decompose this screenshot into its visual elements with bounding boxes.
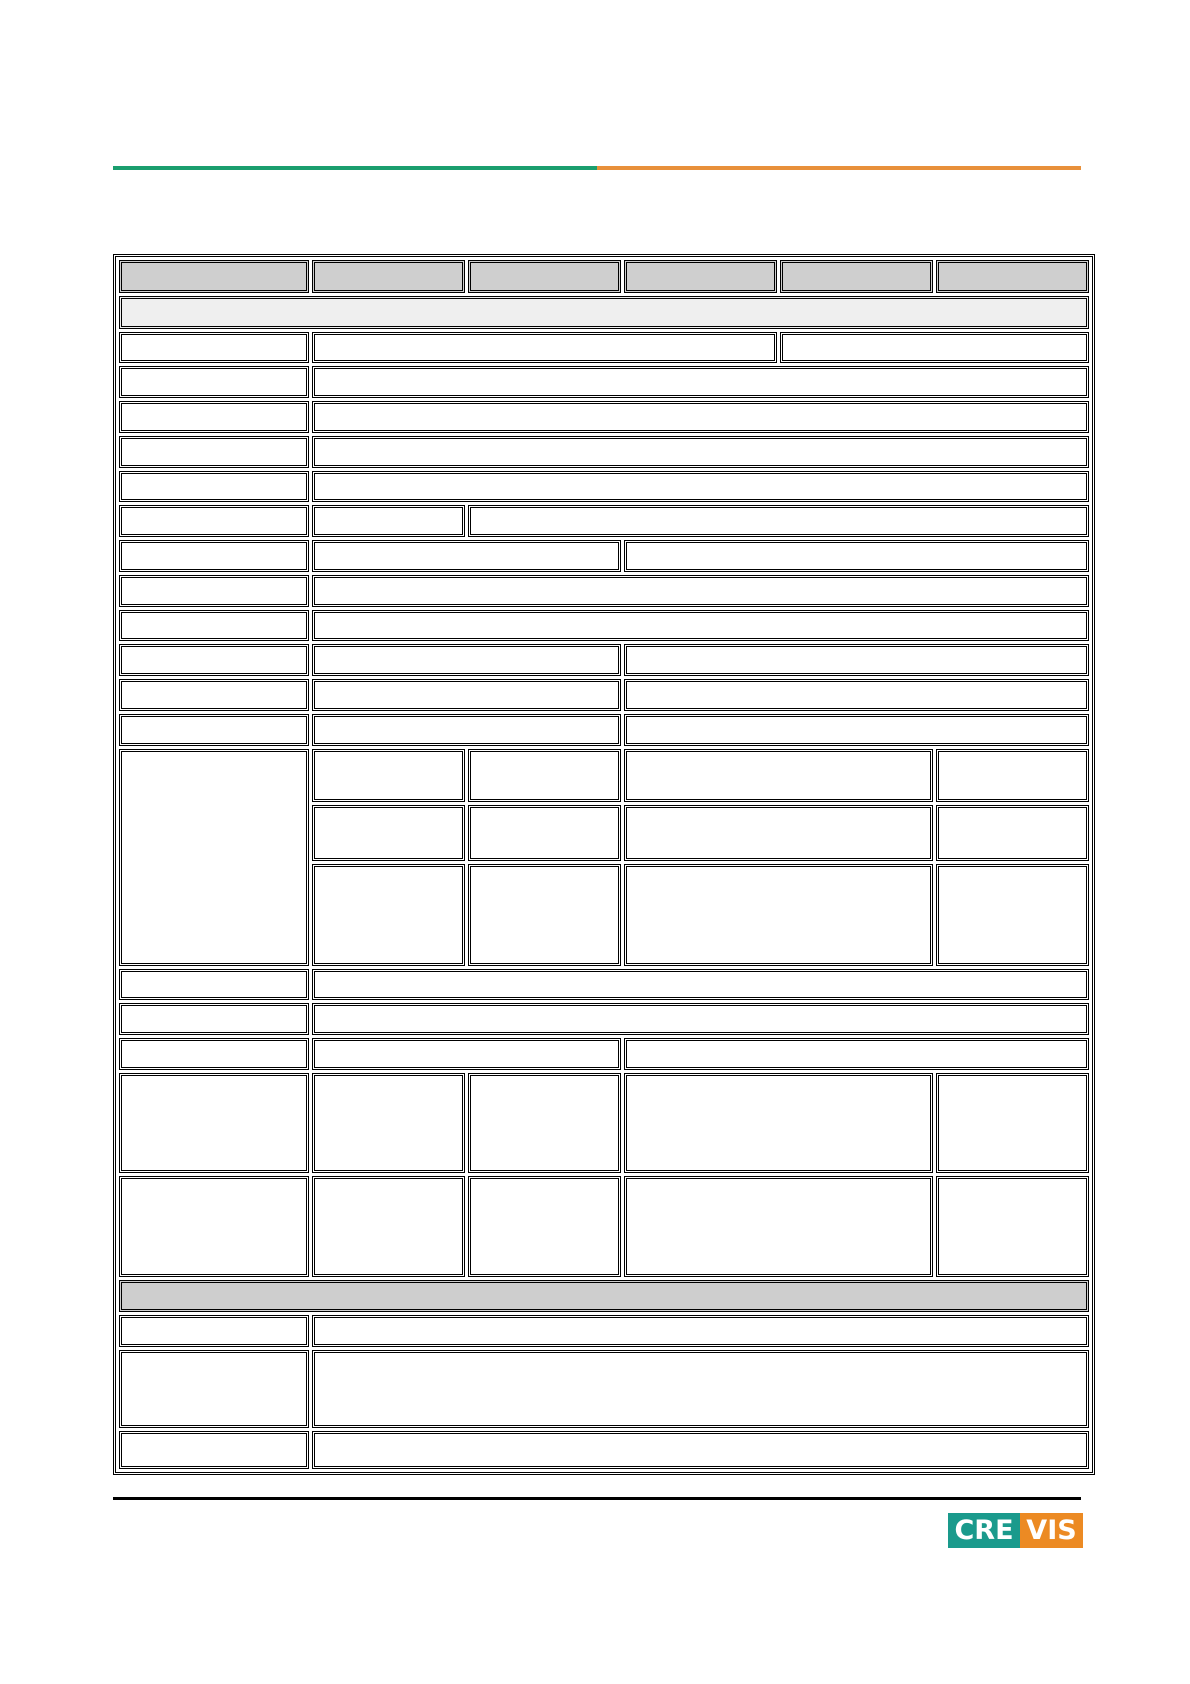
value-cell	[312, 1073, 465, 1173]
table-row	[119, 1315, 1089, 1347]
table-row	[119, 1003, 1089, 1035]
value-cell	[312, 436, 1089, 468]
header-accent-rule	[113, 166, 1081, 170]
table-row	[119, 610, 1089, 642]
value-cell	[468, 805, 621, 861]
row-label-cell	[119, 679, 309, 711]
row-label-cell	[119, 332, 309, 364]
header-cell	[780, 260, 933, 293]
table-row	[119, 644, 1089, 676]
table-row	[119, 1073, 1089, 1173]
row-label-cell	[119, 1431, 309, 1469]
header-cell	[119, 260, 309, 293]
section-row	[119, 296, 1089, 329]
value-cell	[312, 679, 621, 711]
table-row	[119, 471, 1089, 503]
header-cell	[624, 260, 777, 293]
value-cell	[312, 864, 465, 965]
table-row	[119, 505, 1089, 537]
value-cell	[312, 366, 1089, 398]
value-cell	[624, 644, 1089, 676]
header-cell	[312, 260, 465, 293]
value-cell	[468, 749, 621, 802]
table-row	[119, 714, 1089, 746]
value-cell	[780, 332, 1089, 364]
value-cell	[936, 1073, 1089, 1173]
footer-rule	[113, 1497, 1081, 1500]
value-cell	[624, 1038, 1089, 1070]
value-cell	[624, 1073, 933, 1173]
value-cell	[468, 505, 1089, 537]
value-cell	[624, 1176, 933, 1276]
value-cell	[624, 714, 1089, 746]
table-row	[119, 1431, 1089, 1469]
value-cell	[312, 749, 465, 802]
value-cell	[624, 540, 1089, 572]
row-label-cell	[119, 1038, 309, 1070]
table-row	[119, 575, 1089, 607]
table-header-row	[119, 260, 1089, 293]
value-cell	[468, 864, 621, 965]
row-label-cell	[119, 436, 309, 468]
row-label-cell	[119, 505, 309, 537]
value-cell	[312, 1350, 1089, 1428]
value-cell	[312, 805, 465, 861]
value-cell	[312, 714, 621, 746]
row-label-cell	[119, 401, 309, 433]
row-label-cell	[119, 1073, 309, 1173]
value-cell	[936, 805, 1089, 861]
value-cell	[312, 969, 1089, 1001]
row-label-cell	[119, 1350, 309, 1428]
section-row	[119, 1280, 1089, 1313]
section-band	[119, 296, 1089, 329]
row-label-cell	[119, 540, 309, 572]
logo-part-orange: VIS	[1020, 1513, 1083, 1548]
value-cell	[312, 610, 1089, 642]
value-cell	[312, 1315, 1089, 1347]
table-row	[119, 969, 1089, 1001]
value-cell	[312, 540, 621, 572]
value-cell	[312, 471, 1089, 503]
header-cell	[468, 260, 621, 293]
value-cell	[312, 401, 1089, 433]
header-accent-rule-orange	[597, 166, 1081, 170]
row-label-cell	[119, 714, 309, 746]
table-row	[119, 366, 1089, 398]
crevis-logo	[948, 1513, 1083, 1548]
row-label-cell	[119, 366, 309, 398]
value-cell	[624, 805, 933, 861]
row-label-cell	[119, 610, 309, 642]
section-band	[119, 1280, 1089, 1313]
value-cell	[312, 1176, 465, 1276]
row-label-cell	[119, 1003, 309, 1035]
value-cell	[624, 679, 1089, 711]
header-accent-rule-green	[113, 166, 597, 170]
value-cell	[312, 644, 621, 676]
table-row	[119, 749, 1089, 802]
table-row	[119, 1038, 1089, 1070]
value-cell	[312, 1431, 1089, 1469]
table-row	[119, 679, 1089, 711]
value-cell	[312, 1038, 621, 1070]
row-label-cell	[119, 1315, 309, 1347]
table-row	[119, 332, 1089, 364]
table-row	[119, 1350, 1089, 1428]
row-label-cell	[119, 749, 309, 966]
value-cell	[936, 1176, 1089, 1276]
table-row	[119, 1176, 1089, 1276]
row-label-cell	[119, 644, 309, 676]
value-cell	[936, 749, 1089, 802]
table-row	[119, 401, 1089, 433]
specification-table	[113, 254, 1095, 1475]
value-cell	[936, 864, 1089, 965]
value-cell	[624, 864, 933, 965]
value-cell	[312, 575, 1089, 607]
table-row	[119, 540, 1089, 572]
header-cell	[936, 260, 1089, 293]
logo-part-teal: CRE	[948, 1513, 1020, 1548]
value-cell	[624, 749, 933, 802]
value-cell	[468, 1176, 621, 1276]
row-label-cell	[119, 1176, 309, 1276]
value-cell	[312, 1003, 1089, 1035]
value-cell	[468, 1073, 621, 1173]
row-label-cell	[119, 471, 309, 503]
table-row	[119, 436, 1089, 468]
row-label-cell	[119, 969, 309, 1001]
value-cell	[312, 505, 465, 537]
value-cell	[312, 332, 777, 364]
row-label-cell	[119, 575, 309, 607]
